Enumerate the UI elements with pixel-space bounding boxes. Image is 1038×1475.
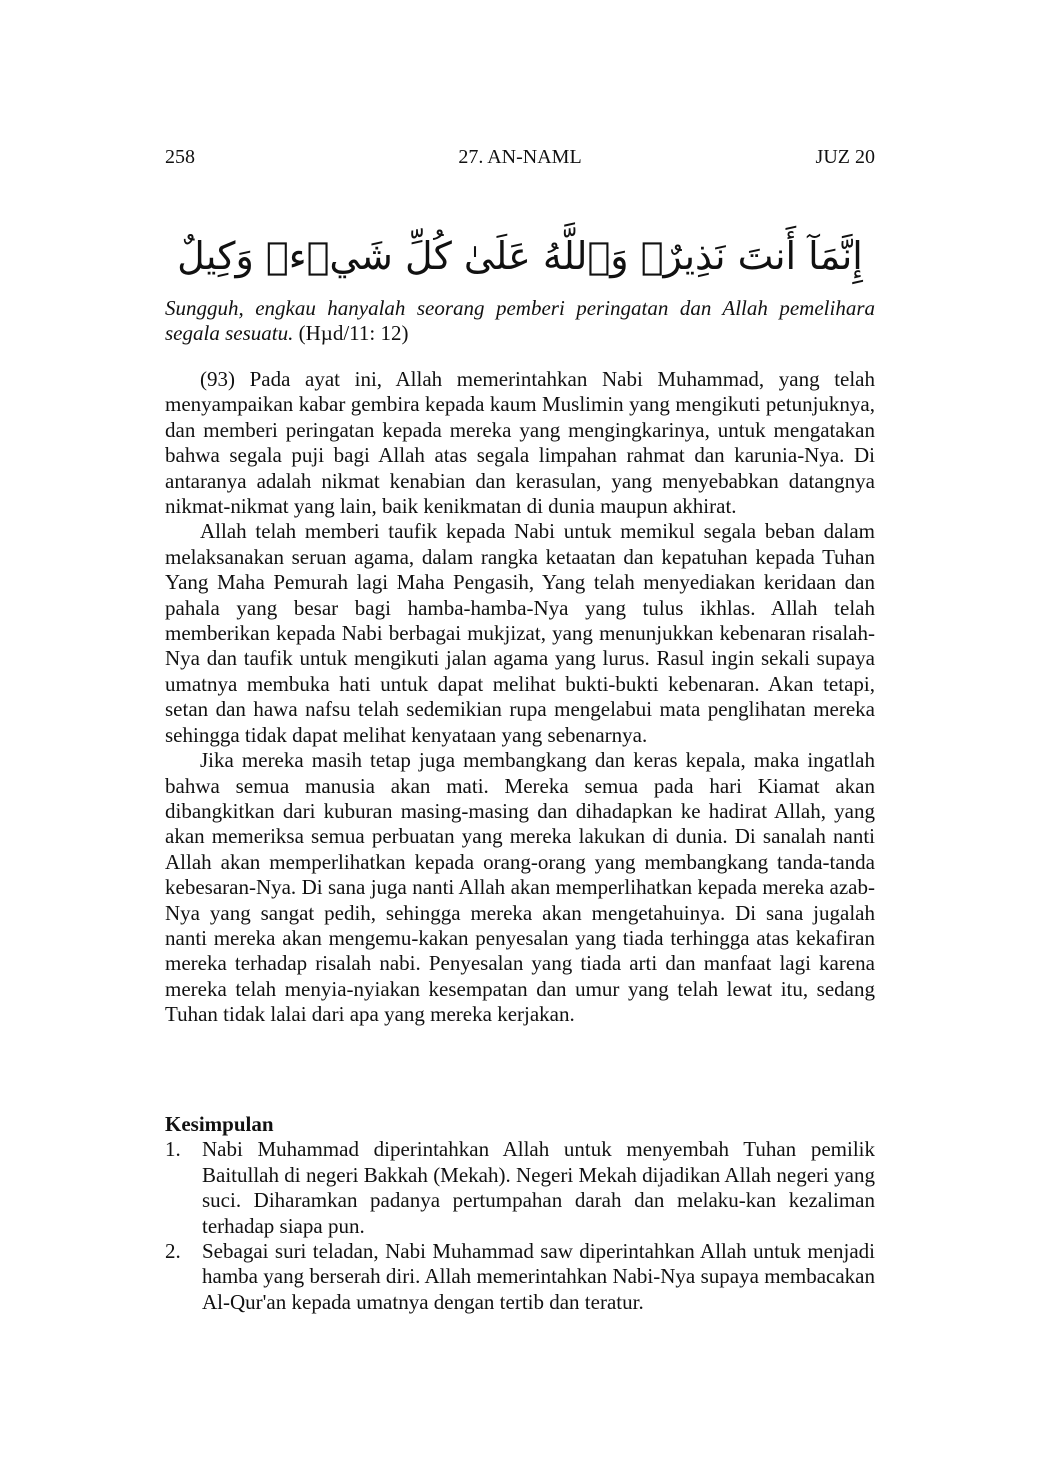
item-text: Sebagai suri teladan, Nabi Muhammad saw diperintahkan Allah untuk menjadi hamba yang berserah diri. Allah memerintahkan Nabi-Nya supaya membacakan Al-Qur'an kepada umatnya dengan tertib dan teratur. xyxy=(202,1239,875,1314)
summary-heading: Kesimpulan xyxy=(165,1112,274,1136)
paragraph: Jika mereka masih tetap juga membangkang dan keras kepala, maka ingatlah bahwa semua manusia akan mati. Mereka semua pada hari Kiamat akan dibangkitkan dari kuburan masing-masing dan dihadapkan ke hadirat Allah, yang akan memeriksa semua perbuatan yang mereka lakukan di dunia. Di sanalah nanti Allah akan memperlihatkan kepada orang-orang yang membangkang tanda-tanda kebesaran-Nya. Di sana juga nanti Allah akan memperlihatkan kepada mereka azab-Nya yang sangat pedih, sehingga mereka akan mengetahuinya. Di sana jugalah nanti mereka akan mengemu-kakan penyesalan yang tiada terhingga atas kekafiran mereka terhadap risalah nabi. Penyesalan yang tiada arti dan manfaat lagi karena mereka telah menyia-nyiakan kesempatan dan umur yang telah lewat itu, sedang Tuhan tidak lalai dari apa yang mereka kerjakan. xyxy=(165,748,875,1027)
summary-list xyxy=(165,1137,875,1315)
verse-reference: (Hµd/11: 12) xyxy=(298,321,409,346)
verse-translation xyxy=(165,296,875,347)
item-text: Nabi Muhammad diperintahkan Allah untuk menyembah Tuhan pemilik Baitullah di negeri Bakkah (Mekah). Negeri Mekah dijadikan Allah negeri yang suci. Diharamkan padanya pertumpahan darah dan melaku-kan kezaliman terhadap siapa pun. xyxy=(202,1137,875,1238)
paragraph: Allah telah memberi taufik kepada Nabi untuk memikul segala beban dalam melaksanakan seruan agama, dalam rangka ketaatan dan kepatuhan kepada Tuhan Yang Maha Pemurah lagi Maha Pengasih, Yang telah menyediakan keridaan dan pahala yang besar bagi hamba-hamba-Nya yang tulus ikhlas. Allah telah memberikan kepada Nabi berbagai mukjizat, yang menunjukkan kebenaran risalah-Nya dan taufik untuk mengikuti jalan agama yang lurus. Rasul ingin sekali supaya umatnya membuka hati untuk dapat melihat bukti-bukti kebenaran. Akan tetapi, setan dan hawa nafsu telah sedemikian rupa mengelabui mata penglihatan mereka sehingga tidak dapat melihat kenyataan yang sebenarnya. xyxy=(165,519,875,747)
item-number: 2. xyxy=(165,1239,181,1264)
page-number: 258 xyxy=(165,146,195,168)
page-header xyxy=(165,146,875,174)
juz-label: JUZ 20 xyxy=(815,146,875,168)
summary-item xyxy=(165,1239,875,1315)
chapter-title: 27. AN-NAML xyxy=(458,146,582,168)
summary-item xyxy=(165,1137,875,1239)
explanation-body xyxy=(165,367,875,1028)
paragraph: (93) Pada ayat ini, Allah memerintahkan Nabi Muhammad, yang telah menyampaikan kabar gembira kepada kaum Muslimin yang mengikuti petunjuknya, dan memberi peringatan kepada mereka yang mengingkarinya, untuk mengatakan bahwa segala puji bagi Allah atas segala limpahan rahmat dan karunia-Nya. Di antaranya adalah nikmat kenabian dan kerasulan, yang menyebabkan datangnya nikmat-nikmat yang lain, baik kenikmatan di dunia maupun akhirat. xyxy=(165,367,875,519)
translation-text: Sungguh, engkau hanyalah seorang pemberi peringatan dan Allah pemelihara segala sesuatu. xyxy=(165,296,875,346)
item-number: 1. xyxy=(165,1137,181,1162)
arabic-verse: إِنَّمَآ أَنتَ نَذِيرٌۚ وَٱللَّهُ عَلَىٰ كُلِّ شَيۡءٖ وَكِيلٌ xyxy=(177,234,863,278)
summary-section xyxy=(165,1112,875,1315)
